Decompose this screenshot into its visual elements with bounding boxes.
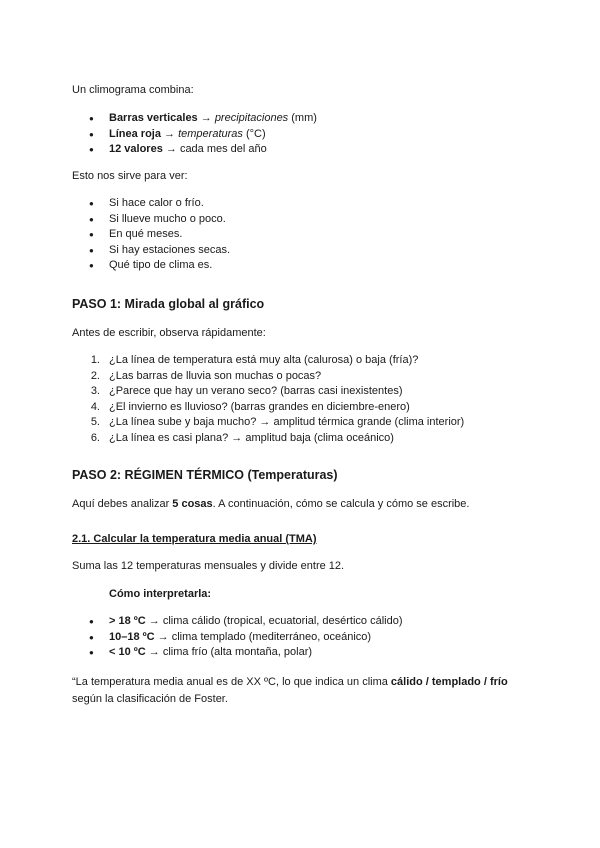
interpret-heading: Cómo interpretarla: <box>109 588 212 600</box>
list-item: 2. ¿Las barras de lluvia son muchas o pocas? <box>90 369 322 382</box>
intro-lead: Un climograma combina: <box>72 84 194 96</box>
paso1-heading: PASO 1: Mirada global al gráfico <box>72 297 265 311</box>
list-item: ● 10–18 ºC → clima templado (mediterráneo, oceánico) <box>72 630 540 646</box>
list-item: ● > 18 ºC → clima cálido (tropical, ecuatorial, desértico cálido) <box>72 614 540 630</box>
uses-list <box>72 196 540 274</box>
interpret-list <box>72 614 540 661</box>
list-item: 4. ¿El invierno es lluvioso? (barras grandes en diciembre-enero) <box>90 400 410 413</box>
list-item: ● En qué meses. <box>72 227 540 243</box>
list-item: 6. ¿La línea es casi plana? → amplitud baja (clima oceánico) <box>90 431 394 444</box>
list-item: ● Si hay estaciones secas. <box>72 243 540 259</box>
list-item: ● < 10 ºC → clima frío (alta montaña, polar) <box>72 645 540 661</box>
list-item: ● Si hace calor o frío. <box>72 196 540 212</box>
list-item: 1. ¿La línea de temperatura está muy alta (calurosa) o baja (fría)? <box>90 354 419 366</box>
paso1-list <box>72 353 540 446</box>
paso1-lead: Antes de escribir, observa rápidamente: <box>72 327 266 339</box>
list-item: 3. ¿Parece que hay un verano seco? (barras casi inexistentes) <box>90 385 403 397</box>
section-2-1-text: Suma las 12 temperaturas mensuales y divide entre 12. <box>72 560 345 572</box>
intro-list <box>72 111 540 158</box>
list-item: 5. ¿La línea sube y baja mucho? → amplitud térmica grande (clima interior) <box>90 416 465 428</box>
section-2-1-heading: 2.1. Calcular la temperatura media anual (TMA) <box>72 533 317 545</box>
list-item: ● Línea roja → temperaturas (°C) <box>72 127 540 143</box>
list-item: ● Si llueve mucho o poco. <box>72 212 540 228</box>
uses-lead: Esto nos sirve para ver: <box>72 170 188 182</box>
paso2-heading: PASO 2: RÉGIMEN TÉRMICO (Temperaturas) <box>72 468 338 482</box>
example-quote: “La temperatura media anual es de XX ºC, lo que indica un clima cálido / templado / frío según la clasificación de Foster. <box>72 676 508 705</box>
list-item: ● Qué tipo de clima es. <box>72 258 540 274</box>
list-item: ● 12 valores → cada mes del año <box>72 142 540 158</box>
list-item: ● Barras verticales → precipitaciones (mm) <box>72 111 540 127</box>
paso2-lead: Aquí debes analizar 5 cosas. A continuación, cómo se calcula y cómo se escribe. <box>72 498 470 510</box>
